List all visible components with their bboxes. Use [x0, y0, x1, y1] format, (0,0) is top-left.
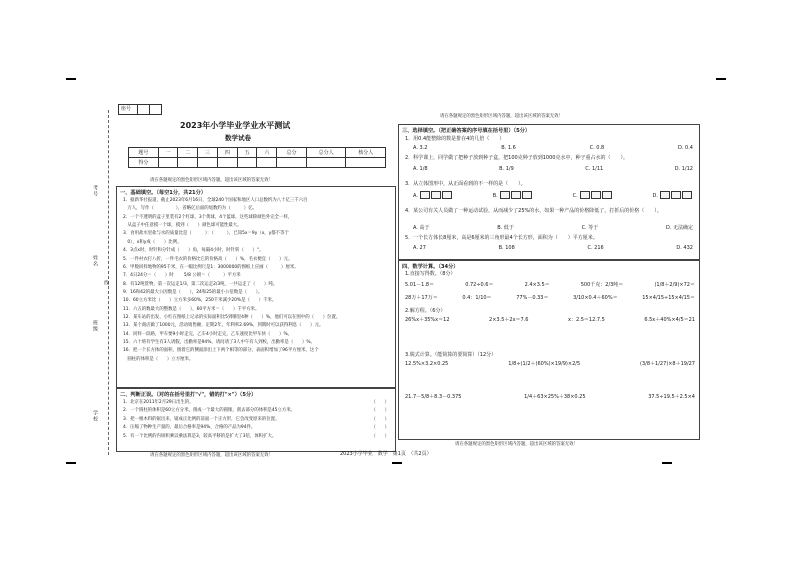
notice-bottom-left: 请在各题规定的黑色矩形区域内答题，超出该区域的答案无效！ — [150, 453, 273, 458]
score-row-label: 得分 — [129, 158, 159, 168]
choice-option[interactable]: B. 低于 — [497, 225, 514, 231]
binding-line-label: 线 — [103, 280, 109, 286]
score-cell[interactable] — [237, 158, 257, 168]
score-cell[interactable] — [217, 158, 237, 168]
true-false-text: 1．北京在2011年2月29日出生的。 — [123, 400, 194, 405]
score-cell[interactable] — [257, 158, 277, 168]
oral-calc-item: 15×4/15÷15×4/15＝ — [642, 295, 695, 301]
score-header-cell: 二 — [178, 148, 198, 158]
score-cell[interactable] — [306, 158, 346, 168]
true-false-text: 2．一个圆柱的体积是60立方分米，削成一个最大的圆锥，削去部分的体积是45立方米。 — [123, 408, 296, 414]
oral-calc-item: 3/10×0.4＋60%＝ — [573, 295, 618, 301]
stepwise-calc-item: 37.5÷19.5＋2.5×4 — [648, 394, 695, 400]
stepwise-calc-item: 1/4＋63×25%＋38×0.25 — [524, 394, 586, 400]
choice-option[interactable]: D. 432 — [676, 245, 693, 251]
score-cell[interactable] — [277, 158, 307, 168]
choice-option[interactable]: A. 27 — [413, 245, 426, 251]
true-false-item — [123, 434, 389, 439]
choice-option[interactable]: D. 无法确定 — [665, 225, 693, 231]
true-false-text: 5．有一个比例的内项积乘以乘法算是3，较高平移的是扩大了3倍，体积扩大。 — [123, 433, 277, 439]
choice-option[interactable]: C. — [572, 192, 578, 199]
score-header-cell: 总分人 — [306, 148, 346, 158]
answer-paren[interactable]: （ ） — [371, 400, 389, 405]
answer-paren[interactable]: （ ） — [371, 408, 389, 414]
cube-figure — [660, 191, 693, 202]
score-cell[interactable] — [346, 158, 386, 168]
score-header-cell: 一 — [158, 148, 178, 158]
fill-blank-item: 万人，写作（ ），省略亿后面的尾数约为（ ）亿。 — [123, 206, 257, 212]
fill-blank-item: 从盒子中任意摸一个球，摸到（ ）颜色球可能性最大。 — [123, 223, 242, 229]
section-choice — [398, 124, 700, 260]
cube-icon — [442, 191, 452, 199]
fill-blank-item: 4．3点x时，时针和分针成（ ）角，每隔4小时，时针转（ ）°。 — [123, 248, 264, 254]
fill-blank-item: 10．60立方米比（ ）立方米多60%，250千米减少20%是（ ）千米。 — [123, 298, 277, 304]
cube-icon — [660, 191, 670, 199]
page-footer: 2023小学毕业 数学 第1页 （共2页） — [340, 451, 432, 457]
choice-option[interactable]: D. 1/12 — [674, 166, 693, 172]
crop-mark — [662, 462, 672, 464]
oral-calc-item: (1/8＋2/9)×72＝ — [654, 282, 695, 288]
score-cell[interactable] — [198, 158, 218, 168]
true-false-item — [123, 400, 389, 405]
oral-calc-item: 0.72÷0.6＝ — [465, 282, 494, 288]
stepwise-calc-item: 1/8÷(1/2＋(60%)×19/9)×2/5 — [508, 361, 581, 367]
score-header-cell: 题号 — [129, 148, 159, 158]
exam-subtitle: 数学试卷 — [225, 134, 251, 142]
section-fill-blank-heading: 一、基础填空。（每空1分，共21分） — [120, 190, 207, 196]
section-fill-blank — [116, 186, 396, 388]
cube-icon — [420, 191, 430, 199]
notice-top-right: 请在各题规定的黑色矩形区域内答题，超出该区域的答案无效！ — [440, 114, 563, 119]
binding-id-label: 考号 — [92, 185, 98, 197]
section-choice-heading: 三、选择填空。（把正确答案的序号填在括号里）（5分） — [402, 128, 531, 134]
choice-option[interactable]: C. 等于 — [581, 225, 599, 231]
equation-item: x：2.5＝12.7.5 — [568, 317, 605, 323]
seat-label: 座号 — [121, 106, 132, 112]
choice-option[interactable]: D. 0.4 — [678, 145, 693, 151]
fill-blank-item: 9．16和42的最大公因数是（ ），24和25的最小公倍数是（ ）。 — [123, 289, 263, 295]
score-cell[interactable] — [178, 158, 198, 168]
equation-item: 6.5x＋40%×4/5＝21 — [644, 317, 695, 323]
choice-option[interactable]: C. 1/11 — [585, 166, 604, 172]
choice-option[interactable]: D. — [652, 192, 658, 199]
cube-figure — [500, 191, 533, 202]
score-header-cell: 核分人 — [346, 148, 386, 158]
true-false-item — [123, 425, 389, 430]
cube-icon — [431, 191, 441, 199]
fill-blank-item: 2．一个不透明的盒子里装有2个红球，3个黄球，4个蓝球，这些球除颜色外完全一样， — [123, 214, 293, 220]
fill-blank-item: 16．把一个长方体的面积，围着它的侧面涂出上下两个相等的部分，表面积增加了96平方厘米，这个 — [123, 348, 319, 354]
section-true-false — [116, 388, 396, 452]
cube-icon — [511, 191, 521, 199]
cube-icon — [500, 191, 510, 199]
fill-blank-item: 0），x和y成（ ）比例。 — [123, 239, 182, 245]
choice-q2: 2．科学课上，同学做了把种子放到种子盒，把100克种子放到1000克水中，种子重占水的（ ）。 — [405, 155, 628, 161]
answer-paren[interactable]: （ ） — [371, 416, 389, 422]
choice-q1: 1．用0.4能整除的数是排在4的几倍（ ） — [405, 136, 505, 142]
fill-blank-item: 13．某个商店做了1000元，活动销售额，定期2年，年利率2.69%，到期时可以获得利息（ ）元。 — [123, 323, 324, 329]
stepwise-calc-item: 21.7－5/8＋8.3－0.375 — [405, 394, 462, 400]
choice-option[interactable]: B. 108 — [498, 245, 515, 251]
score-header-cell: 六 — [257, 148, 277, 158]
cube-icon — [580, 191, 590, 199]
crop-mark — [716, 78, 726, 80]
oral-calc-item: 5.01－1.8＝ — [405, 282, 435, 288]
fill-blank-item: 7．4日24分＝（ ）时 5/8 公顷＝（ ）平方米 — [123, 273, 241, 279]
answer-paren[interactable]: （ ） — [371, 433, 389, 439]
cube-icon — [602, 191, 612, 199]
crop-mark — [66, 78, 76, 80]
choice-option[interactable]: B. — [492, 192, 498, 199]
fill-blank-item: 11．六五的数最大的整数是（ ），60平方米＝（ ）千平方米。 — [123, 306, 260, 312]
calc-part2-heading: 2.解方程。（6分） — [405, 308, 446, 314]
section-calculation-heading: 四、数学计算。（34分） — [402, 264, 459, 270]
binding-class-label: 班级 — [92, 320, 98, 332]
fill-blank-item: 12．某车站的出发，小红在图纸上记录的实际面积比5到哪里4种（ ）%，他们可以在图中的（ ）位置。 — [123, 315, 341, 321]
crop-mark — [66, 462, 76, 464]
fill-blank-item: 5．一件衬衣打八折，一件毛衣的价格比它的价格高（ ）%，毛衣便宜（ ）元。 — [123, 256, 293, 262]
answer-paren[interactable]: （ ） — [371, 425, 389, 431]
section-calculation — [398, 260, 700, 440]
fill-blank-item: 圆柱的体积是（ ）立方厘米。 — [123, 356, 194, 362]
choice-option[interactable]: A. 高于 — [413, 225, 430, 231]
true-false-item — [123, 417, 389, 422]
score-header-cell: 总分 — [277, 148, 307, 158]
fill-blank-item: 8．有12吨货物，第一次运走1/3，第二次运走2/3吨，一共运走了（ ）吨。 — [123, 281, 278, 287]
fill-blank-item: 1．据新华社报道，截止2023年6月16日，全球240个国家和地区人口总数约为八十亿三千六百 — [123, 198, 308, 203]
oral-calc-item: 0.4：1/10＝ — [462, 295, 492, 301]
equation-item: 2×3.5＋2x＝7.6 — [489, 317, 529, 323]
choice-q3: 3．从立体图形中，从正面看到的不一样的是（ ）。 — [405, 181, 526, 187]
cube-icon — [591, 191, 601, 199]
stepwise-calc-item: 12.5%×3.2×0.25 — [405, 361, 449, 367]
choice-option[interactable]: C. 0.8 — [589, 145, 605, 151]
oral-calc-item: 2.4×3.5＝ — [524, 282, 550, 288]
score-header-cell: 五 — [237, 148, 257, 158]
calc-part1-heading: 1.直接写得数。（8分） — [405, 271, 456, 277]
score-table — [128, 147, 386, 168]
fill-blank-item: 14．同样一段路，甲车要9小时走完，乙车4小时走完，乙车速度比甲车快（ ）%。 — [123, 331, 293, 337]
stepwise-calc-item: (3/8＋1/27)×8＋19/27 — [640, 361, 695, 367]
calc-part3-heading: 3.脱式计算。（能简算的要简算）（12分） — [405, 352, 497, 358]
fill-blank-item: 3．食用盐水里盐与水的质量比是（ ）：（ ），已知5x＝9y（x，y都不等于 — [123, 231, 289, 237]
true-false-item — [123, 408, 389, 413]
fill-blank-item: 15．六十班有学生有3人请假，出勤率是94%，请问请了3人中午有人到校，出勤率是（ ）%。 — [123, 340, 315, 346]
oral-calc-item: 500千克：2/3吨＝ — [580, 282, 624, 288]
section-true-false-heading: 二、判断正误。（对的在括号里打"√"，错的打"×"）（5分） — [120, 392, 257, 398]
score-cell[interactable] — [158, 158, 178, 168]
choice-option[interactable]: A. 1/8 — [413, 166, 428, 172]
cube-figure — [580, 191, 613, 202]
binding-name-label: 姓名 — [92, 255, 98, 267]
score-header-cell: 三 — [198, 148, 218, 158]
score-header-cell: 四 — [217, 148, 237, 158]
cube-icon — [682, 191, 692, 199]
notice-top: 请在各题规定的黑色矩形区域内答题，超出该区域的答案无效！ — [150, 178, 273, 183]
cube-icon — [671, 191, 681, 199]
choice-option[interactable]: B. 1/9 — [499, 166, 514, 172]
choice-q4: 4．某公司有关人员做了一种运动试验，从而减少了25%的水，如果一种产品的价格降低了，打折后的价格（ ）。 — [405, 208, 662, 214]
oral-calc-item: 28万＋17万＝ — [405, 295, 438, 301]
true-false-text: 4．压缩了物种生产量的，最后合格率是94%，合格的产品为94件。 — [123, 425, 256, 431]
choice-q5: 5．一个长方体长8厘米，高是6厘米的三角形最4个长方形，面积为（ ）平方厘米。 — [405, 235, 598, 241]
oral-calc-item: 77%－0.33＝ — [516, 295, 549, 301]
cube-icon — [522, 191, 532, 199]
notice-bottom-right: 请在各题规定的黑色矩形区域内答题，超出该区域的答案无效！ — [455, 442, 578, 447]
exam-title: 2023年小学毕业学业水平测试 — [180, 121, 291, 130]
choice-option[interactable]: A. — [413, 192, 418, 199]
equation-item: 26%x＋35%x＝12 — [405, 317, 450, 323]
seat-box[interactable] — [118, 104, 162, 115]
true-false-text: 3．把一根木料的锯出来，锯成正比例的前面一个正方形，它会改变原来的位置。 — [123, 416, 280, 422]
cube-figure — [420, 191, 453, 202]
fill-blank-item: 6．甲数同样地物的95千米，在一幅比例尺是1：3000000的图纸上应画（ ）厘米。 — [123, 264, 299, 270]
binding-school-label: 学校 — [92, 410, 98, 422]
choice-option[interactable]: C. 216 — [587, 245, 604, 251]
crop-mark — [392, 462, 402, 464]
choice-option[interactable]: A. 3.2 — [413, 145, 428, 151]
choice-option[interactable]: B. 1.6 — [501, 145, 516, 151]
